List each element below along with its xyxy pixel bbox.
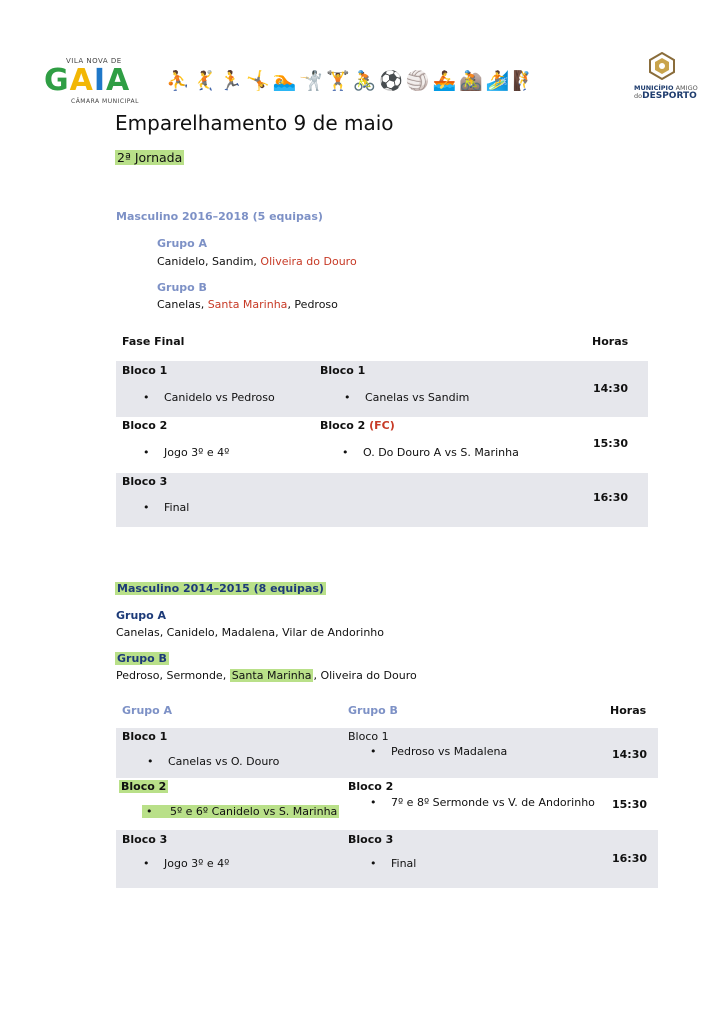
hora-value: 15:30 — [612, 798, 648, 811]
team-highlight: Santa Marinha — [207, 298, 288, 311]
hora-value: 14:30 — [593, 382, 629, 395]
page-title: Emparelhamento 9 de maio — [115, 111, 394, 135]
match-item: • 7º e 8º Sermonde vs V. de Andorinho — [391, 796, 595, 809]
grupo-b-label — [115, 652, 169, 665]
bloco-label-text: Bloco 2 — [320, 419, 370, 432]
table-row — [116, 361, 648, 417]
horas-header: Horas — [592, 335, 629, 348]
bloco-label: Bloco 3 — [122, 475, 168, 488]
teams-text: Pedroso, Sermonde, — [116, 669, 230, 682]
municipio-amigo-desporto-logo — [634, 84, 698, 100]
match-item: • Final — [164, 501, 189, 514]
match-item: • Canelas vs Sandim — [365, 391, 469, 404]
gaia-top-text: VILA NOVA DE — [66, 57, 122, 65]
match-item: • Jogo 3º e 4º — [164, 857, 229, 870]
bloco-label: Bloco 3 — [348, 833, 394, 846]
gaia-bottom-text: CÂMARA MUNICIPAL — [71, 98, 139, 105]
grupo-a-label: Grupo A — [116, 609, 167, 622]
table-row — [116, 417, 648, 473]
match-item: • O. Do Douro A vs S. Marinha — [363, 446, 519, 459]
table-row — [116, 830, 658, 888]
grupo-b-label-text: Grupo B — [117, 652, 167, 665]
gaia-logo — [44, 63, 131, 98]
mad-line2b: DESPORTO — [642, 91, 697, 101]
match-item-text: • 5º e 6º Canidelo vs S. Marinha — [142, 805, 339, 818]
fc-tag: (FC) — [369, 419, 395, 432]
jornada-label — [115, 150, 184, 165]
table-row — [116, 778, 658, 830]
bloco-label — [320, 419, 395, 432]
grupo-a-column-header: Grupo A — [122, 704, 173, 717]
team-highlight: Santa Marinha — [231, 669, 312, 682]
section-heading — [115, 582, 326, 595]
match-item: • Final — [391, 857, 416, 870]
hora-value: 16:30 — [612, 852, 648, 865]
grupo-b-teams — [157, 298, 338, 311]
bloco-label — [119, 780, 168, 793]
hora-value: 14:30 — [612, 748, 648, 761]
gaia-logo-letter: A — [106, 63, 131, 98]
gaia-logo-letter: G — [44, 63, 70, 98]
fase-final-header: Fase Final — [122, 335, 185, 348]
match-item: • Canelas vs O. Douro — [168, 755, 279, 768]
mad-line1b: AMIGO — [675, 84, 698, 92]
bloco-label: Bloco 2 — [348, 780, 394, 793]
bloco-label: Bloco 1 — [122, 730, 168, 743]
mad-line2a: do — [634, 92, 643, 100]
bloco-label-text: Bloco 2 — [121, 780, 167, 793]
hora-value: 16:30 — [593, 491, 629, 504]
municipio-seal-icon — [648, 52, 676, 80]
table-row — [116, 728, 658, 778]
grupo-b-teams — [116, 669, 417, 682]
match-item: 5º e 6º Canidelo vs S. Marinha — [169, 805, 338, 818]
bloco-label: Bloco 1 — [320, 364, 366, 377]
gaia-logo-letter: A — [69, 63, 94, 98]
bloco-label: Bloco 1 — [122, 364, 168, 377]
bloco-label: Bloco 2 — [122, 419, 168, 432]
teams-text: Canidelo, Sandim, — [157, 255, 261, 268]
match-item-highlighted — [142, 805, 339, 818]
team-highlight: Oliveira do Douro — [260, 255, 357, 268]
section-heading-text: Masculino 2014–2015 (8 equipas) — [117, 582, 324, 595]
match-item: • Jogo 3º e 4º — [164, 446, 229, 459]
bloco-label: Bloco 3 — [122, 833, 168, 846]
mad-line1: MUNICÍPIO — [634, 84, 674, 92]
grupo-a-teams — [157, 255, 357, 268]
gaia-logo-letter: I — [93, 63, 107, 98]
grupo-b-label: Grupo B — [157, 281, 207, 294]
teams-text: , Pedroso — [287, 298, 338, 311]
horas-header: Horas — [610, 704, 647, 717]
grupo-a-teams: Canelas, Canidelo, Madalena, Vilar de Andorinho — [116, 626, 385, 639]
teams-text: , Oliveira do Douro — [313, 669, 417, 682]
bloco-label: Bloco 1 — [348, 730, 389, 743]
grupo-b-column-header: Grupo B — [348, 704, 398, 717]
grupo-a-label: Grupo A — [157, 237, 208, 250]
match-item: • Canidelo vs Pedroso — [164, 391, 275, 404]
hora-value: 15:30 — [593, 437, 629, 450]
teams-text: Canelas, — [157, 298, 208, 311]
section-heading: Masculino 2016–2018 (5 equipas) — [116, 210, 323, 223]
match-item: • Pedroso vs Madalena — [391, 745, 507, 758]
jornada-text: 2ª Jornada — [117, 150, 183, 165]
athletes-pictograms-icon: ⛹🤾🏃🤸🏊🤺🏋🚴⚽🏐🚣🚵🏄🧗 — [166, 70, 540, 92]
table-row — [116, 473, 648, 527]
